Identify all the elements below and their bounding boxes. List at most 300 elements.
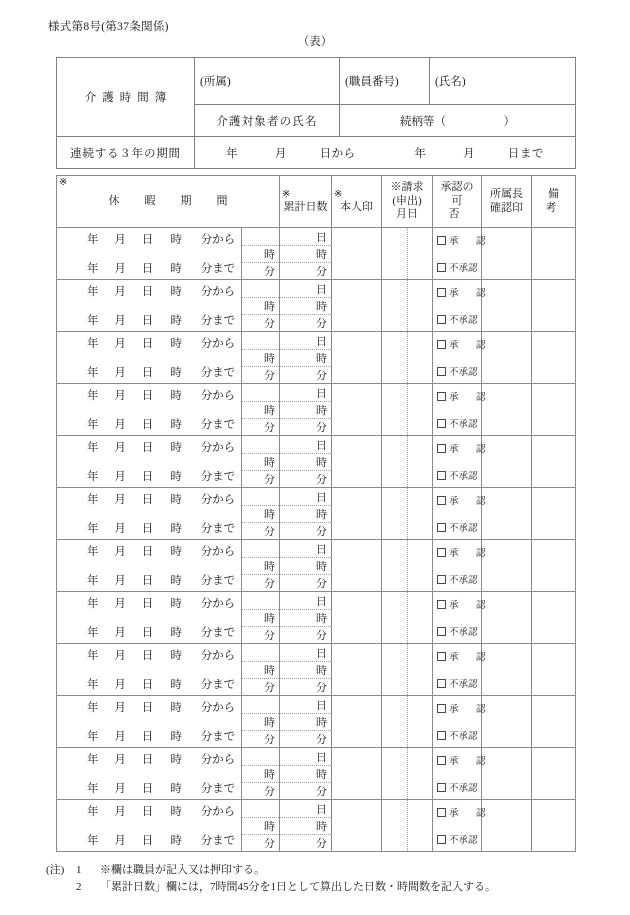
leave-period-from: 年 月 日 時 分から bbox=[87, 286, 236, 298]
leave-period-cell[interactable] bbox=[57, 592, 242, 644]
leave-period-from: 年 月 日 時 分から bbox=[87, 754, 236, 766]
checkbox-icon[interactable] bbox=[437, 731, 446, 740]
cumulative-unit-day: 日 bbox=[316, 231, 327, 244]
leave-period-to: 年 月 日 時 分まで bbox=[87, 575, 236, 587]
subtotal-unit-blank bbox=[242, 280, 279, 297]
approve-label: 承 認 bbox=[449, 757, 490, 767]
header-cumulative-days bbox=[280, 176, 332, 228]
checkbox-icon[interactable] bbox=[437, 392, 446, 401]
cumulative-unit-min: 分 bbox=[280, 366, 331, 383]
care-target-label: 介護対象者の氏名 bbox=[195, 105, 340, 137]
approve-option[interactable] bbox=[437, 753, 490, 767]
table-row bbox=[57, 436, 576, 488]
cumulative-days-cell[interactable] bbox=[280, 436, 332, 488]
cumulative-unit-hour: 時 bbox=[280, 765, 331, 782]
cumulative-unit-min: 分 bbox=[280, 262, 331, 279]
cumulative-days-cell[interactable] bbox=[280, 280, 332, 332]
table-row bbox=[57, 488, 576, 540]
reject-label: 不承認 bbox=[449, 784, 478, 794]
leave-period-to: 年 月 日 時 分まで bbox=[87, 419, 236, 431]
approve-label: 承 認 bbox=[449, 705, 490, 715]
table-row bbox=[57, 332, 576, 384]
header-approval bbox=[433, 176, 486, 228]
table-row bbox=[57, 644, 576, 696]
approval-cell[interactable] bbox=[433, 748, 490, 800]
checkbox-icon[interactable] bbox=[437, 679, 446, 688]
approval-cell[interactable] bbox=[433, 332, 490, 384]
header-approval-line1: 承認の bbox=[440, 181, 474, 194]
personal-seal-cell[interactable] bbox=[332, 800, 382, 852]
checkbox-icon[interactable] bbox=[437, 783, 446, 792]
form-number: 様式第8号(第37条関係) bbox=[48, 21, 169, 33]
reject-label: 不承認 bbox=[449, 472, 478, 482]
approval-cell[interactable] bbox=[433, 488, 490, 540]
reject-label: 不承認 bbox=[449, 316, 478, 326]
leave-period-cell[interactable] bbox=[57, 488, 242, 540]
request-date-cell[interactable] bbox=[382, 748, 433, 800]
checkbox-icon[interactable] bbox=[437, 600, 446, 609]
footnote-number: 1 bbox=[76, 864, 82, 876]
leave-period-cell[interactable] bbox=[57, 436, 242, 488]
checkbox-icon[interactable] bbox=[437, 444, 446, 453]
personal-seal-cell[interactable] bbox=[332, 540, 382, 592]
cumulative-unit-min: 分 bbox=[280, 678, 331, 695]
reject-option[interactable] bbox=[437, 572, 481, 586]
table-row bbox=[57, 280, 576, 332]
reject-label: 不承認 bbox=[449, 680, 478, 690]
subtotal-unit-hour: 時 bbox=[242, 557, 279, 574]
request-date-cell[interactable] bbox=[382, 696, 433, 748]
cumulative-unit-hour: 時 bbox=[280, 817, 331, 834]
cumulative-unit-hour: 時 bbox=[280, 609, 331, 626]
request-date-cell[interactable] bbox=[382, 436, 433, 488]
reject-option[interactable] bbox=[437, 780, 481, 794]
approve-option[interactable] bbox=[437, 441, 490, 455]
checkbox-icon[interactable] bbox=[437, 367, 446, 376]
reject-option[interactable] bbox=[437, 468, 481, 482]
subtotal-unit-hour: 時 bbox=[242, 609, 279, 626]
leave-period-to: 年 月 日 時 分まで bbox=[87, 263, 236, 275]
reject-label: 不承認 bbox=[449, 628, 478, 638]
cumulative-days-cell[interactable] bbox=[280, 800, 332, 852]
cumulative-unit-min: 分 bbox=[280, 834, 331, 851]
header-request-date-line1: ※請求 bbox=[390, 181, 424, 194]
period-from-day: 日から bbox=[319, 147, 356, 160]
reject-option[interactable] bbox=[437, 260, 481, 274]
remarks-cell[interactable] bbox=[532, 696, 576, 748]
remarks-cell[interactable] bbox=[532, 436, 576, 488]
subtotal-unit-blank bbox=[242, 436, 279, 453]
period-to-month: 月 bbox=[463, 147, 476, 160]
checkbox-icon[interactable] bbox=[437, 575, 446, 584]
cumulative-days-cell[interactable] bbox=[280, 384, 332, 436]
request-date-cell[interactable] bbox=[382, 800, 433, 852]
checkbox-icon[interactable] bbox=[437, 236, 446, 245]
header-request-date bbox=[382, 176, 433, 228]
reject-label: 不承認 bbox=[449, 264, 478, 274]
subtotal-unit-hour: 時 bbox=[242, 401, 279, 418]
header-chief-seal bbox=[482, 176, 532, 228]
leave-period-cell[interactable] bbox=[57, 696, 242, 748]
table-row bbox=[57, 540, 576, 592]
subtotal-unit-min: 分 bbox=[242, 418, 279, 435]
subtotal-unit-hour: 時 bbox=[242, 245, 279, 262]
subtotal-unit-blank bbox=[242, 384, 279, 401]
approval-cell[interactable] bbox=[433, 540, 490, 592]
table-header-row bbox=[57, 176, 576, 228]
leave-period-from: 年 月 日 時 分から bbox=[87, 390, 236, 402]
cumulative-unit-min: 分 bbox=[280, 418, 331, 435]
cumulative-unit-day: 日 bbox=[316, 387, 327, 400]
approve-option[interactable] bbox=[437, 285, 490, 299]
cumulative-days-cell[interactable] bbox=[280, 592, 332, 644]
table-row bbox=[57, 228, 576, 280]
cumulative-unit-day: 日 bbox=[316, 283, 327, 296]
approve-option[interactable] bbox=[437, 805, 490, 819]
approve-option[interactable] bbox=[437, 597, 490, 611]
reject-option[interactable] bbox=[437, 728, 481, 742]
leave-period-from: 年 月 日 時 分から bbox=[87, 702, 236, 714]
reject-option[interactable] bbox=[437, 676, 481, 690]
footnotes bbox=[46, 862, 606, 895]
subtotal-unit-hour: 時 bbox=[242, 713, 279, 730]
subtotal-unit-hour: 時 bbox=[242, 505, 279, 522]
header-leave-period bbox=[57, 176, 280, 228]
relation-cell[interactable]: 続柄等（ ） bbox=[340, 105, 576, 137]
approve-label: 承 認 bbox=[449, 393, 490, 403]
footnote-text: ※欄は職員が記入又は押印する。 bbox=[100, 864, 265, 876]
subtotal-unit-blank bbox=[242, 540, 279, 557]
checkbox-icon[interactable] bbox=[437, 471, 446, 480]
remarks-cell[interactable] bbox=[532, 800, 576, 852]
personal-seal-cell[interactable] bbox=[332, 748, 382, 800]
leave-subtotal-cell[interactable] bbox=[242, 540, 280, 592]
remarks-cell[interactable] bbox=[532, 748, 576, 800]
subtotal-unit-blank bbox=[242, 592, 279, 609]
subtotal-unit-min: 分 bbox=[242, 730, 279, 747]
request-date-cell[interactable] bbox=[382, 488, 433, 540]
leave-period-cell[interactable] bbox=[57, 384, 242, 436]
checkbox-icon[interactable] bbox=[437, 419, 446, 428]
subtotal-unit-min: 分 bbox=[242, 470, 279, 487]
leave-period-to: 年 月 日 時 分まで bbox=[87, 679, 236, 691]
table-row bbox=[57, 748, 576, 800]
approval-cell[interactable] bbox=[433, 436, 490, 488]
request-date-cell[interactable] bbox=[382, 644, 433, 696]
leave-subtotal-cell[interactable] bbox=[242, 332, 280, 384]
remarks-cell[interactable] bbox=[532, 384, 576, 436]
leave-period-from: 年 月 日 時 分から bbox=[87, 494, 236, 506]
approval-cell[interactable] bbox=[433, 228, 490, 280]
subtotal-unit-hour: 時 bbox=[242, 453, 279, 470]
approval-cell[interactable] bbox=[433, 280, 490, 332]
checkbox-icon[interactable] bbox=[437, 627, 446, 636]
approve-label: 承 認 bbox=[449, 653, 490, 663]
reject-label: 不承認 bbox=[449, 576, 478, 586]
approve-option[interactable] bbox=[437, 389, 490, 403]
personal-seal-cell[interactable] bbox=[332, 696, 382, 748]
leave-period-to: 年 月 日 時 分まで bbox=[87, 731, 236, 743]
cumulative-days-cell[interactable] bbox=[280, 696, 332, 748]
leave-period-to: 年 月 日 時 分まで bbox=[87, 471, 236, 483]
leave-period-cell[interactable] bbox=[57, 228, 242, 280]
cumulative-unit-min: 分 bbox=[280, 730, 331, 747]
leave-subtotal-cell[interactable] bbox=[242, 384, 280, 436]
remarks-cell[interactable] bbox=[532, 644, 576, 696]
remarks-cell[interactable] bbox=[532, 540, 576, 592]
approval-cell[interactable] bbox=[433, 592, 490, 644]
personal-seal-cell[interactable] bbox=[332, 644, 382, 696]
period-from-month: 月 bbox=[274, 147, 287, 160]
cumulative-days-cell[interactable] bbox=[280, 488, 332, 540]
leave-period-cell[interactable] bbox=[57, 748, 242, 800]
side-mark: （表） bbox=[297, 36, 333, 48]
header-chief-seal-line2: 確認印 bbox=[490, 201, 523, 214]
subtotal-unit-blank bbox=[242, 800, 279, 817]
remarks-cell[interactable] bbox=[532, 228, 576, 280]
reject-option[interactable] bbox=[437, 624, 481, 638]
cumulative-unit-hour: 時 bbox=[280, 505, 331, 522]
cumulative-unit-hour: 時 bbox=[280, 557, 331, 574]
approval-cell[interactable] bbox=[433, 800, 490, 852]
approve-label: 承 認 bbox=[449, 445, 490, 455]
checkbox-icon[interactable] bbox=[437, 315, 446, 324]
cumulative-unit-min: 分 bbox=[280, 782, 331, 799]
subtotal-unit-blank bbox=[242, 644, 279, 661]
approve-label: 承 認 bbox=[449, 341, 490, 351]
subtotal-unit-blank bbox=[242, 748, 279, 765]
cumulative-unit-hour: 時 bbox=[280, 453, 331, 470]
table-row bbox=[57, 696, 576, 748]
cumulative-unit-hour: 時 bbox=[280, 661, 331, 678]
identity-row-period bbox=[57, 137, 576, 169]
leave-period-cell[interactable] bbox=[57, 644, 242, 696]
cumulative-unit-min: 分 bbox=[280, 626, 331, 643]
cumulative-days-cell[interactable] bbox=[280, 228, 332, 280]
personal-seal-cell[interactable] bbox=[332, 592, 382, 644]
affiliation-cell[interactable] bbox=[195, 58, 340, 105]
reject-label: 不承認 bbox=[449, 836, 478, 846]
approve-option[interactable] bbox=[437, 649, 490, 663]
leave-period-from: 年 月 日 時 分から bbox=[87, 338, 236, 350]
approve-label: 承 認 bbox=[449, 289, 490, 299]
affiliation-label: (所属) bbox=[200, 76, 231, 88]
subtotal-unit-min: 分 bbox=[242, 678, 279, 695]
cumulative-unit-hour: 時 bbox=[280, 713, 331, 730]
leave-subtotal-cell[interactable] bbox=[242, 696, 280, 748]
leave-period-to: 年 月 日 時 分まで bbox=[87, 627, 236, 639]
leave-subtotal-cell[interactable] bbox=[242, 488, 280, 540]
leave-subtotal-cell[interactable] bbox=[242, 592, 280, 644]
period-to-year: 年 bbox=[414, 147, 427, 160]
leave-period-cell[interactable] bbox=[57, 280, 242, 332]
subtotal-unit-min: 分 bbox=[242, 782, 279, 799]
leave-subtotal-cell[interactable] bbox=[242, 748, 280, 800]
personal-seal-cell[interactable] bbox=[332, 488, 382, 540]
header-cumulative-days-label: 累計日数 bbox=[283, 200, 328, 213]
header-request-date-line3: 月日 bbox=[396, 208, 418, 221]
subtotal-unit-hour: 時 bbox=[242, 765, 279, 782]
personal-seal-cell[interactable] bbox=[332, 280, 382, 332]
subtotal-unit-blank bbox=[242, 488, 279, 505]
cumulative-unit-day: 日 bbox=[316, 699, 327, 712]
subtotal-unit-min: 分 bbox=[242, 626, 279, 643]
identity-table bbox=[56, 57, 576, 169]
period-value-cell[interactable] bbox=[195, 137, 576, 169]
subtotal-unit-min: 分 bbox=[242, 522, 279, 539]
header-personal-seal bbox=[332, 176, 382, 228]
approval-cell[interactable] bbox=[433, 384, 490, 436]
leave-period-cell[interactable] bbox=[57, 800, 242, 852]
cumulative-days-cell[interactable] bbox=[280, 644, 332, 696]
checkbox-icon[interactable] bbox=[437, 808, 446, 817]
cumulative-unit-min: 分 bbox=[280, 574, 331, 591]
kome-mark-leave: ※ bbox=[59, 177, 68, 188]
cumulative-unit-hour: 時 bbox=[280, 245, 331, 262]
leave-subtotal-cell[interactable] bbox=[242, 280, 280, 332]
request-date-cell[interactable] bbox=[382, 280, 433, 332]
form-title: 介護時間簿 bbox=[57, 58, 195, 137]
request-date-cell[interactable] bbox=[382, 228, 433, 280]
approval-cell[interactable] bbox=[433, 644, 490, 696]
subtotal-unit-blank bbox=[242, 228, 279, 245]
kome-mark-cumulative: ※ bbox=[282, 188, 291, 200]
approve-option[interactable] bbox=[437, 337, 490, 351]
subtotal-unit-hour: 時 bbox=[242, 661, 279, 678]
reject-label: 不承認 bbox=[449, 368, 478, 378]
personal-seal-cell[interactable] bbox=[332, 228, 382, 280]
checkbox-icon[interactable] bbox=[437, 835, 446, 844]
table-row bbox=[57, 384, 576, 436]
checkbox-icon[interactable] bbox=[437, 496, 446, 505]
reject-option[interactable] bbox=[437, 416, 481, 430]
table-body bbox=[57, 228, 576, 852]
leave-period-to: 年 月 日 時 分まで bbox=[87, 835, 236, 847]
cumulative-unit-min: 分 bbox=[280, 314, 331, 331]
checkbox-icon[interactable] bbox=[437, 756, 446, 765]
period-from-year: 年 bbox=[226, 147, 239, 160]
leave-period-to: 年 月 日 時 分まで bbox=[87, 783, 236, 795]
leave-subtotal-cell[interactable] bbox=[242, 228, 280, 280]
approve-label: 承 認 bbox=[449, 809, 490, 819]
checkbox-icon[interactable] bbox=[437, 652, 446, 661]
footnote-lead: (注) bbox=[46, 864, 65, 876]
remarks-cell[interactable] bbox=[532, 592, 576, 644]
cumulative-days-cell[interactable] bbox=[280, 540, 332, 592]
leave-subtotal-cell[interactable] bbox=[242, 436, 280, 488]
cumulative-unit-min: 分 bbox=[280, 470, 331, 487]
subtotal-unit-min: 分 bbox=[242, 314, 279, 331]
header-remarks: 備 考 bbox=[532, 176, 576, 228]
request-date-cell[interactable] bbox=[382, 540, 433, 592]
checkbox-icon[interactable] bbox=[437, 704, 446, 713]
reject-option[interactable] bbox=[437, 364, 481, 378]
reject-option[interactable] bbox=[437, 832, 481, 846]
request-date-cell[interactable] bbox=[382, 332, 433, 384]
checkbox-icon[interactable] bbox=[437, 340, 446, 349]
name-label: (氏名) bbox=[435, 76, 466, 88]
cumulative-unit-hour: 時 bbox=[280, 349, 331, 366]
personal-seal-cell[interactable] bbox=[332, 332, 382, 384]
subtotal-unit-blank bbox=[242, 696, 279, 713]
leave-subtotal-cell[interactable] bbox=[242, 644, 280, 696]
footnote-lead bbox=[46, 879, 76, 896]
reject-label: 不承認 bbox=[449, 524, 478, 534]
remarks-cell[interactable] bbox=[532, 488, 576, 540]
footnote-item bbox=[46, 879, 606, 896]
approve-option[interactable] bbox=[437, 493, 490, 507]
leave-period-to: 年 月 日 時 分まで bbox=[87, 315, 236, 327]
leave-period-cell[interactable] bbox=[57, 540, 242, 592]
subtotal-unit-hour: 時 bbox=[242, 349, 279, 366]
cumulative-days-cell[interactable] bbox=[280, 748, 332, 800]
reject-option[interactable] bbox=[437, 520, 481, 534]
personal-seal-cell[interactable] bbox=[332, 384, 382, 436]
subtotal-unit-min: 分 bbox=[242, 262, 279, 279]
remarks-cell[interactable] bbox=[532, 332, 576, 384]
leave-period-cell[interactable] bbox=[57, 332, 242, 384]
leave-period-to: 年 月 日 時 分まで bbox=[87, 523, 236, 535]
header-chief-seal-line1: 所属長 bbox=[490, 188, 523, 201]
employee-no-cell[interactable] bbox=[340, 58, 430, 105]
checkbox-icon[interactable] bbox=[437, 288, 446, 297]
checkbox-icon[interactable] bbox=[437, 548, 446, 557]
leave-period-from: 年 月 日 時 分から bbox=[87, 806, 236, 818]
remarks-cell[interactable] bbox=[532, 280, 576, 332]
checkbox-icon[interactable] bbox=[437, 523, 446, 532]
subtotal-unit-hour: 時 bbox=[242, 297, 279, 314]
name-cell[interactable] bbox=[430, 58, 576, 105]
leave-subtotal-cell[interactable] bbox=[242, 800, 280, 852]
table-row bbox=[57, 800, 576, 852]
request-date-cell[interactable] bbox=[382, 384, 433, 436]
header-personal-seal-label: 本人印 bbox=[340, 200, 373, 213]
cumulative-days-cell[interactable] bbox=[280, 332, 332, 384]
reject-label: 不承認 bbox=[449, 732, 478, 742]
period-to-day: 日まで bbox=[507, 147, 544, 160]
leave-period-to: 年 月 日 時 分まで bbox=[87, 367, 236, 379]
cumulative-unit-min: 分 bbox=[280, 522, 331, 539]
cumulative-unit-hour: 時 bbox=[280, 401, 331, 418]
personal-seal-cell[interactable] bbox=[332, 436, 382, 488]
cumulative-unit-day: 日 bbox=[316, 439, 327, 452]
subtotal-unit-min: 分 bbox=[242, 834, 279, 851]
subtotal-unit-min: 分 bbox=[242, 366, 279, 383]
reject-option[interactable] bbox=[437, 312, 481, 326]
approve-label: 承 認 bbox=[449, 237, 490, 247]
header-request-date-line2: (申出) bbox=[392, 194, 422, 207]
footnote-text: 「累計日数」欄には，7時間45分を1日として算出した日数・時間数を記入する。 bbox=[100, 880, 496, 893]
identity-row-top bbox=[57, 58, 576, 105]
approve-option[interactable] bbox=[437, 233, 490, 247]
period-label: 連続する３年の期間 bbox=[57, 137, 195, 169]
checkbox-icon[interactable] bbox=[437, 263, 446, 272]
subtotal-unit-blank bbox=[242, 332, 279, 349]
cumulative-unit-day: 日 bbox=[316, 803, 327, 816]
approve-option[interactable] bbox=[437, 545, 490, 559]
approve-option[interactable] bbox=[437, 701, 490, 715]
leave-period-from: 年 月 日 時 分から bbox=[87, 650, 236, 662]
cumulative-unit-day: 日 bbox=[316, 491, 327, 504]
leave-period-from: 年 月 日 時 分から bbox=[87, 546, 236, 558]
cumulative-unit-day: 日 bbox=[316, 543, 327, 556]
approval-cell[interactable] bbox=[433, 696, 490, 748]
header-leave-period-label: 休 暇 期 間 bbox=[108, 194, 235, 207]
cumulative-unit-day: 日 bbox=[316, 595, 327, 608]
cumulative-unit-day: 日 bbox=[316, 647, 327, 660]
request-date-cell[interactable] bbox=[382, 592, 433, 644]
approve-label: 承 認 bbox=[449, 549, 490, 559]
